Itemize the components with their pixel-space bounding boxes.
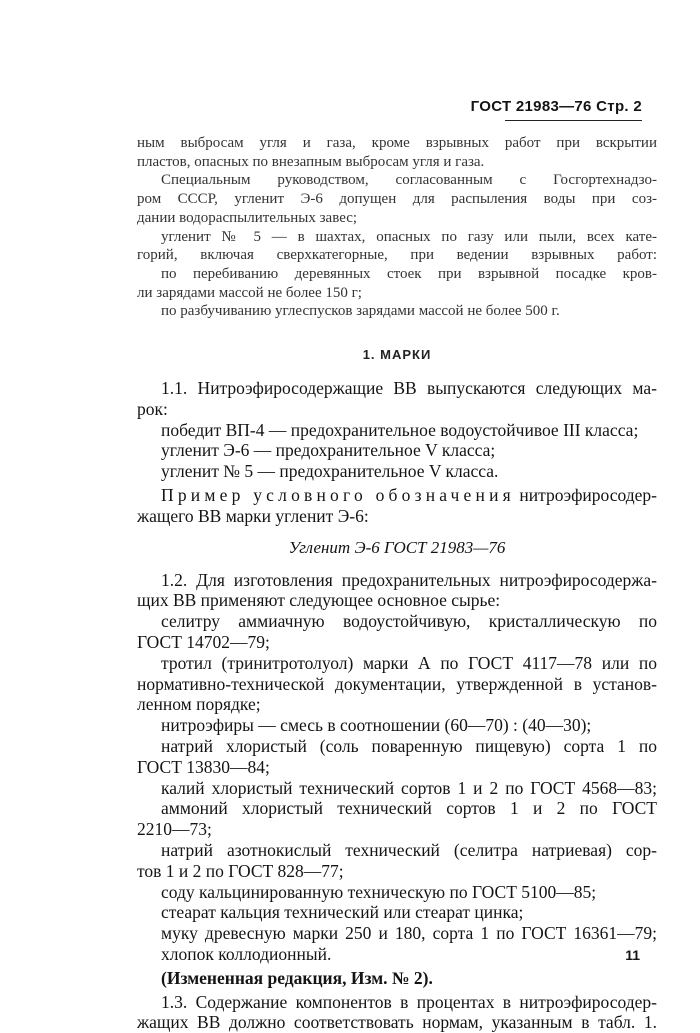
text-line: соду кальцинированную техническую по ГОСТ 5100—85; [161,881,597,902]
text-line: натрий хлористый (соль поваренную пищевую) сорта 1 по [161,735,657,756]
example-line [137,485,657,506]
designation-example: Угленит Э-6 ГОСТ 21983—76 [288,537,506,557]
text-line: 1.2. Для изготовления предохранительных нитроэфиросодержа- [161,569,657,590]
text-line: щих ВВ применяют следующее основное сырье: [137,590,501,611]
text-line: нормативно-технической документации, утвержденной в установ- [137,673,657,694]
text-line: селитру аммиачную водоустойчивую, кристаллическую по [161,611,657,632]
text-line: муку древесную марки 250 и 180, сорта 1 по ГОСТ 16361—79; [161,923,657,944]
text-line: стеарат кальция технический или стеарат цинка; [161,902,524,923]
text-line: угленит № 5 — в шахтах, опасных по газу или пыли, всех кате- [161,228,657,245]
brand-item: угленит Э-6 — предохранительное V класса; [161,440,496,461]
text-line: жащего ВВ марки угленит Э-6: [137,505,369,526]
section-1-2 [137,570,657,1033]
example-label: Пример условного обозначения [161,485,515,506]
intro-text [137,134,657,321]
text-line: калий хлористый технический сортов 1 и 2 по ГОСТ 4568—83; [161,777,657,798]
brand-item: угленит № 5 — предохранительное V класса. [161,461,499,482]
text-line: дании водораспылительных завес; [137,209,358,226]
brand-item: победит ВП-4 — предохранительное водоустойчивое III класса; [161,419,639,440]
text-line: 1.1. Нитроэфиросодержащие ВВ выпускаются следующих ма- [161,378,657,399]
text-line: хлопок коллодионный. [161,943,332,964]
text-line: рок: [137,398,168,419]
text-line: по перебиванию деревянных стоек при взрывной посадке кров- [161,265,657,282]
text-line: 2210—73; [137,819,212,840]
text-line: горий, включая сверхкатегорные, при ведении взрывных работ: [137,247,657,264]
page-number: 11 [625,947,640,963]
text-line: аммоний хлористый технический сортов 1 и 2 по ГОСТ [161,798,657,819]
text-line: ли зарядами массой не более 150 г; [137,284,362,301]
header-rule [505,120,642,121]
section-1-1 [137,378,657,527]
section-heading: 1. МАРКИ [362,347,432,363]
page-body [137,134,657,1033]
text-line: ленном порядке; [137,694,261,715]
text-line: пластов, опасных по внезапным выбросам угля и газа. [137,153,485,170]
text-line: натрий азотнокислый технический (селитра натриевая) сор- [161,839,657,860]
example-rest: нитроэфиросодер- [519,485,657,506]
text-line: 1.3. Содержание компонентов в процентах в нитроэфиросодер- [161,991,657,1012]
text-line: Специальным руководством, согласованным с Госгортехнадзо- [161,172,657,189]
text-line: нитроэфиры — смесь в соотношении (60—70) : (40—30); [161,715,592,736]
text-line: ным выбросам угля и газа, кроме взрывных работ при вскрытии [137,135,657,151]
text-line: жащих ВВ должно соответствовать нормам, указанным в табл. 1. [137,1012,657,1033]
page-header: ГОСТ 21983—76 Стр. 2 [470,98,642,115]
text-line: тов 1 и 2 по ГОСТ 828—77; [137,860,344,881]
text-line: ГОСТ 14702—79; [137,632,270,652]
text-line: тротил (тринитротолуол) марки А по ГОСТ 4117—78 или по [161,652,657,673]
text-line: ром СССР, угленит Э-6 допущен для распыления воды при соз- [137,191,657,208]
revision-note: (Измененная редакция, Изм. № 2). [161,967,433,988]
text-line: по разбучиванию углеспусков зарядами массой не более 500 г. [161,303,560,320]
text-line: ГОСТ 13830—84; [137,756,270,777]
